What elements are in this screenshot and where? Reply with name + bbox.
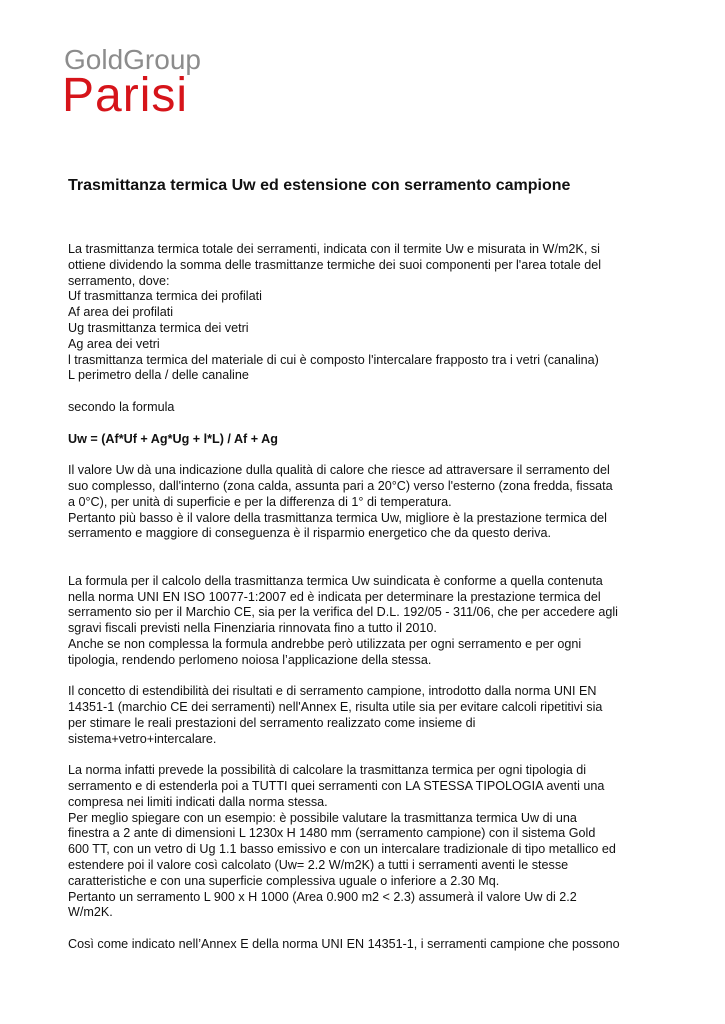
spacer [68,416,664,432]
formula-intro [68,400,664,416]
definition-l: l trasmittanza termica del materiale di cui è composto l'intercalare frapposto tra i vetri (canalina) [68,352,599,367]
spacer [68,921,664,937]
text-line: Per meglio spiegare con un esempio: è possibile valutare la trasmittanza termica Uw di una [68,810,577,825]
text-line: La formula per il calcolo della trasmittanza termica Uw suindicata è conforme a quella contenuta [68,573,603,588]
text-line: per stimare le reali prestazioni del serramento realizzato come insieme di [68,715,476,730]
text-line: Pertanto più basso è il valore della trasmittanza termica Uw, migliore è la prestazione termica del [68,510,607,525]
formula-text: Uw = (Af*Uf + Ag*Ug + l*L) / Af + Ag [68,431,278,446]
paragraph-uw-meaning [68,463,664,542]
paragraph-example [68,763,664,921]
spacer [68,447,664,463]
text-line: sgravi fiscali previsti nella Finenziaria rinnovata fino a tutto il 2010. [68,621,437,636]
paragraph-norm [68,574,664,669]
text-line: nella norma UNI EN ISO 10077-1:2007 ed è indicata per determinare la prestazione termica del [68,589,601,604]
spacer [68,669,664,685]
text-line: serramento, dove: [68,273,170,288]
definition-uf: Uf trasmittanza termica dei profilati [68,289,262,304]
text-line: Così come indicato nell’Annex E della norma UNI EN 14351-1, i serramenti campione che possono [68,937,620,952]
text-line: finestra a 2 ante di dimensioni L 1230x H 1480 mm (serramento campione) con il sistema Gold [68,826,596,841]
definition-perimeter: L perimetro della / delle canaline [68,368,249,383]
text-line: suo complesso, dall'interno (zona calda, assunta pari a 20°C) verso l'esterno (zona fredda, fissata [68,478,613,493]
spacer [68,542,664,574]
logo-parisi-text: Parisi [62,69,189,122]
logo-goldgroup-text: GoldGroup [64,44,201,75]
text-line: secondo la formula [68,399,175,414]
text-line: 14351-1 (marchio CE dei serramenti) nell'Annex E, risulta utile sia per evitare calcoli ripetitivi sia [68,700,603,715]
text-line: Il concetto di estendibilità dei risultati e di serramento campione, introdotto dalla norma UNI EN [68,684,597,699]
spacer [68,748,664,764]
document-title: Trasmittanza termica Uw ed estensione con serramento campione [68,177,571,194]
text-line: Anche se non complessa la formula andrebbe però utilizzata per ogni serramento e per ogni [68,636,582,651]
text-line: W/m2K. [68,905,113,920]
document-body [68,242,664,953]
definition-af: Af area dei profilati [68,305,174,320]
company-logo [62,44,232,124]
text-line: compresa nei limiti indicati dalla norma stessa. [68,794,328,809]
formula [68,432,664,448]
paragraph-concept [68,684,664,747]
text-line: ottiene dividendo la somma delle trasmittanze termiche dei suoi componenti per l'area totale del [68,257,602,272]
text-line: a 0°C), per unità di superficie e per la differenza di 1° di temperatura. [68,494,452,509]
text-line: serramento sio per il Marchio CE, sia per la verifica del D.L. 192/05 - 311/06, che per accedere agli [68,605,618,620]
text-line: 600 TT, con un vetro di Ug 1.1 basso emissivo e con un intercalare tradizionale di tipo metallico ed [68,842,616,857]
text-line: Pertanto un serramento L 900 x H 1000 (Area 0.900 m2 < 2.3) assumerà il valore Uw di 2.2 [68,889,577,904]
text-line: Il valore Uw dà una indicazione dulla qualità di calore che riesce ad attraversare il serramento del [68,463,610,478]
text-line: caratteristiche e con una superficie complessiva uguale o inferiore a 2.30 Mq. [68,873,500,888]
text-line: La trasmittanza termica totale dei serramenti, indicata con il termite Uw e misurata in W/m2K, si [68,242,600,256]
definition-ag: Ag area dei vetri [68,336,160,351]
paragraph-intro [68,242,664,384]
text-line: sistema+vetro+intercalare. [68,731,217,746]
text-line: La norma infatti prevede la possibilità di calcolare la trasmittanza termica per ogni tipologia di [68,763,587,778]
text-line: tipologia, rendendo perlomeno noiosa l’applicazione della stessa. [68,652,432,667]
paragraph-closing [68,937,664,953]
text-line: serramento e di estenderla poi a TUTTI quei serramenti con LA STESSA TIPOLOGIA aventi una [68,779,605,794]
text-line: serramento e maggiore di conseguenza è il risparmio energetico che da questo deriva. [68,526,552,541]
spacer [68,384,664,400]
text-line: estendere poi il valore così calcolato (Uw= 2.2 W/m2K) a tutti i serramenti aventi le stesse [68,858,569,873]
definition-ug: Ug trasmittanza termica dei vetri [68,320,249,335]
